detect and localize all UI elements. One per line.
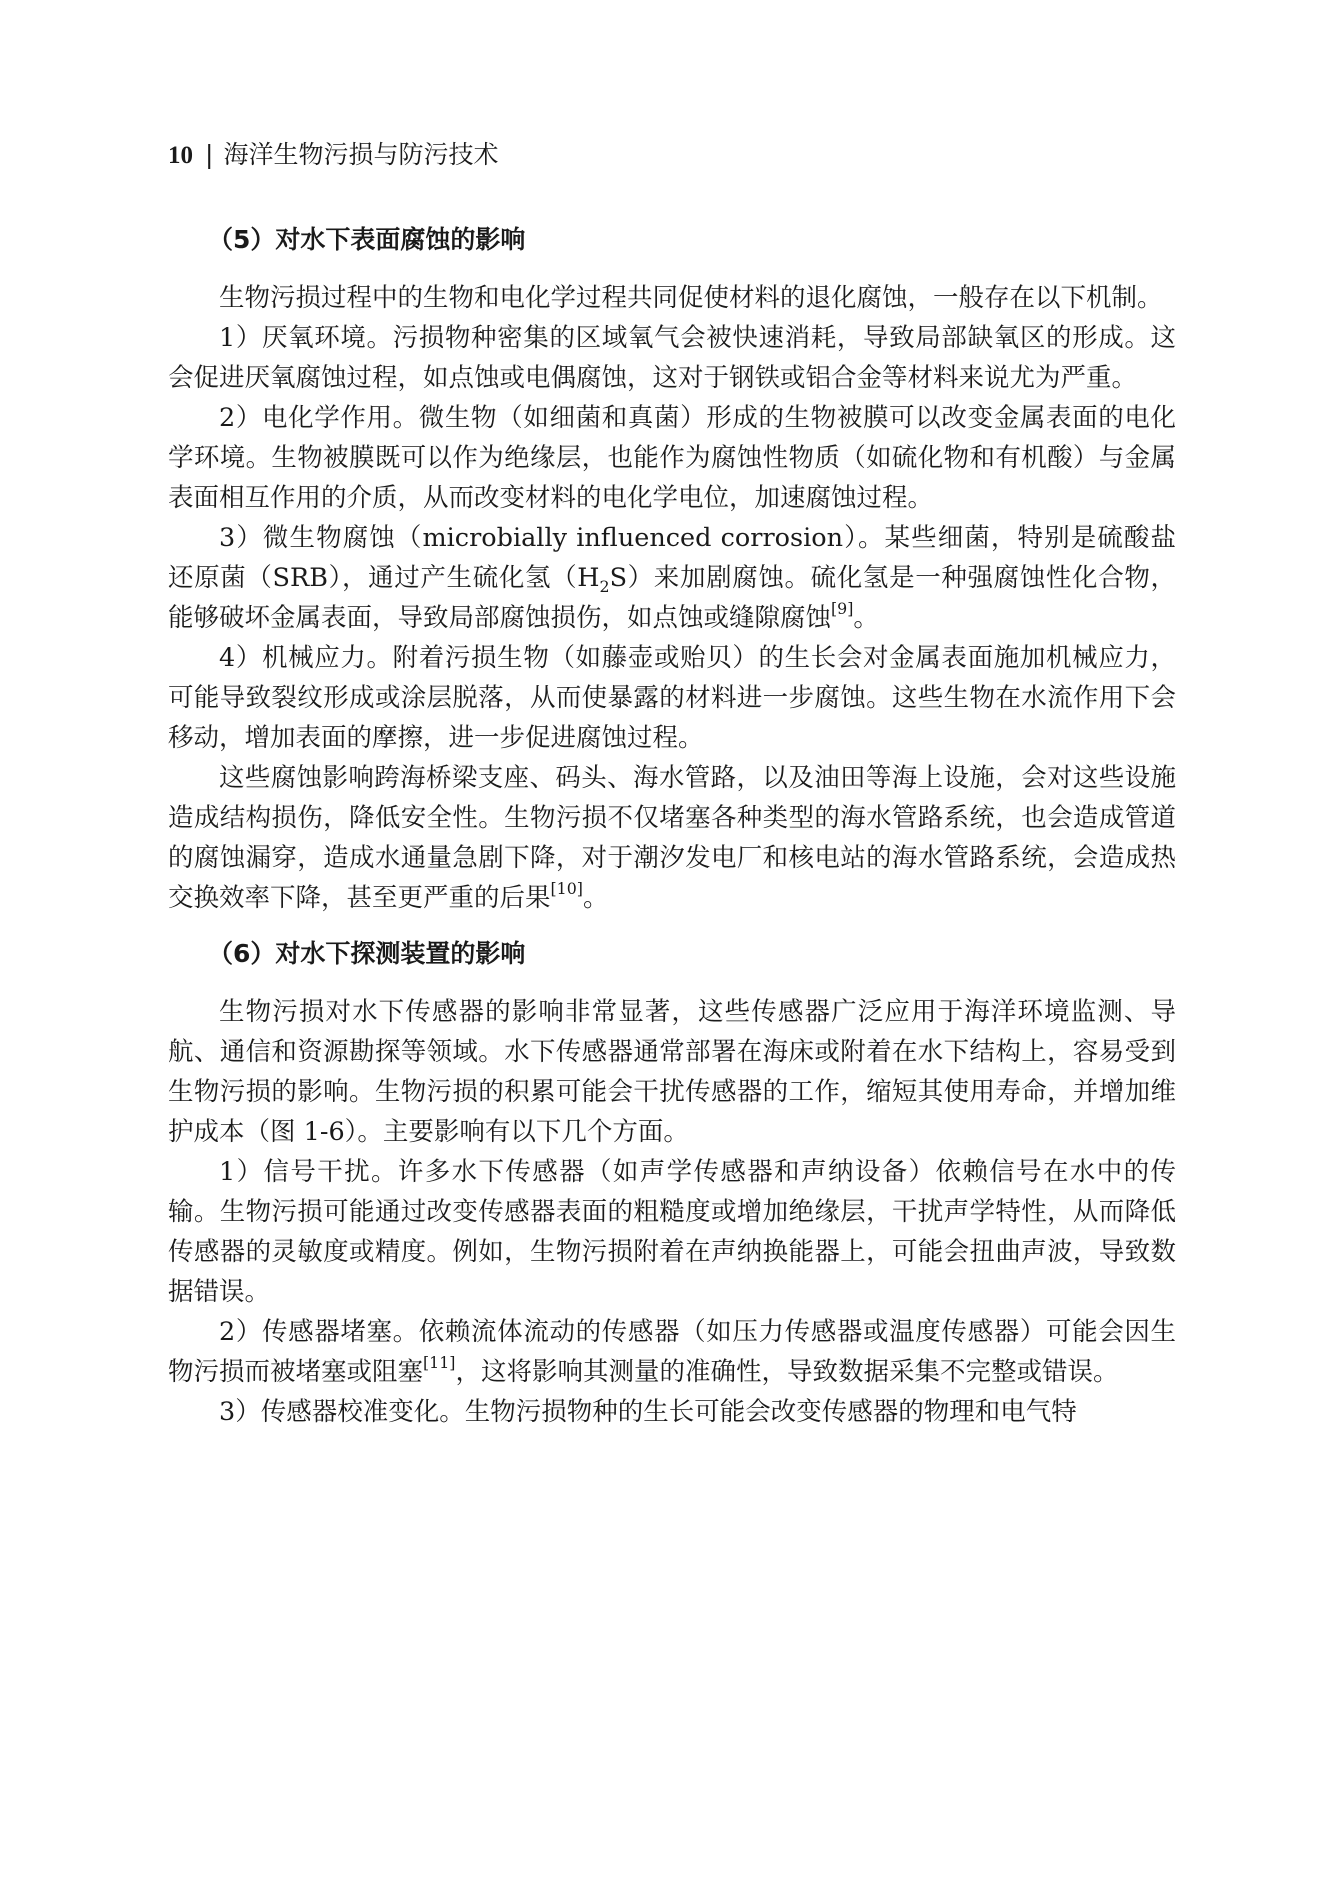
item-3-text-end: 。 <box>853 603 879 633</box>
page-header <box>168 140 498 171</box>
section-5-summary <box>168 758 1176 918</box>
section-6-intro: 生物污损对水下传感器的影响非常显著，这些传感器广泛应用于海洋环境监测、导航、通信和资源勘探等领域。水下传感器通常部署在海床或附着在水下结构上，容易受到生物污损的影响。生物污损的积累可能会干扰传感器的工作，缩短其使用寿命，并增加维护成本（图 1-6）。主要影响有以下几个方面。 <box>168 997 1176 1147</box>
section-5-item-4: 4）机械应力。附着污损生物（如藤壶或贻贝）的生长会对金属表面施加机械应力，可能导致裂纹形成或涂层脱落，从而使暴露的材料进一步腐蚀。这些生物在水流作用下会移动，增加表面的摩擦，进一步促进腐蚀过程。 <box>168 643 1176 753</box>
section-5-item-2: 2）电化学作用。微生物（如细菌和真菌）形成的生物被膜可以改变金属表面的电化学环境。生物被膜既可以作为绝缘层，也能作为腐蚀性物质（如硫化物和有机酸）与金属表面相互作用的介质，从而改变材料的电化学电位，加速腐蚀过程。 <box>168 403 1176 513</box>
page-body <box>168 222 1176 1432</box>
section-6-item-2 <box>168 1312 1176 1392</box>
citation-10[interactable]: [10] <box>550 879 583 899</box>
citation-9[interactable]: [9] <box>831 599 854 619</box>
subscript-2: 2 <box>599 577 610 597</box>
section-5-heading: （5）对水下表面腐蚀的影响 <box>208 225 526 254</box>
section-gap <box>168 918 1176 936</box>
section-6-item-1: 1）信号干扰。许多水下传感器（如声学传感器和声纳设备）依赖信号在水中的传输。生物污损可能通过改变传感器表面的粗糙度或增加绝缘层，干扰声学特性，从而降低传感器的灵敏度或精度。例如，生物污损附着在声纳换能器上，可能会扭曲声波，导致数据错误。 <box>168 1157 1176 1307</box>
summary-text-end: 。 <box>582 883 609 913</box>
citation-11[interactable]: [11] <box>423 1353 456 1373</box>
page-number: 10 <box>168 142 193 169</box>
item-3-text-a: 3）微生物腐蚀（microbially influenced corrosion）。某些细菌，特别是硫酸盐还原菌（SRB），通过产生硫化氢（H <box>168 523 1176 593</box>
section-6-heading: （6）对水下探测装置的影响 <box>208 939 526 968</box>
header-separator: | <box>205 140 214 169</box>
section-5-item-3 <box>168 518 1176 638</box>
item-2-text-b: ，这将影响其测量的准确性，导致数据采集不完整或错误。 <box>455 1357 1119 1387</box>
item-3-text-b: S）来加剧腐蚀。硫化氢是一种强腐蚀性化合物，能够破坏金属表面，导致局部腐蚀损伤，如点蚀或缝隙腐蚀 <box>168 563 1176 633</box>
section-5-item-1: 1）厌氧环境。污损物种密集的区域氧气会被快速消耗，导致局部缺氧区的形成。这会促进厌氧腐蚀过程，如点蚀或电偶腐蚀，这对于钢铁或铝合金等材料来说尤为严重。 <box>168 323 1176 393</box>
section-5-intro: 生物污损过程中的生物和电化学过程共同促使材料的退化腐蚀，一般存在以下机制。 <box>219 283 1163 313</box>
summary-text: 这些腐蚀影响跨海桥梁支座、码头、海水管路，以及油田等海上设施，会对这些设施造成结构损伤，降低安全性。生物污损不仅堵塞各种类型的海水管路系统，也会造成管道的腐蚀漏穿，造成水通量急剧下降，对于潮汐发电厂和核电站的海水管路系统，会造成热交换效率下降，甚至更严重的后果 <box>168 763 1176 913</box>
section-6-item-3: 3）传感器校准变化。生物污损物种的生长可能会改变传感器的物理和电气特 <box>219 1397 1077 1427</box>
book-title: 海洋生物污损与防污技术 <box>223 140 499 169</box>
item-2-text-a: 2）传感器堵塞。依赖流体流动的传感器（如压力传感器或温度传感器）可能会因生物污损而被堵塞或阻塞 <box>168 1317 1176 1387</box>
